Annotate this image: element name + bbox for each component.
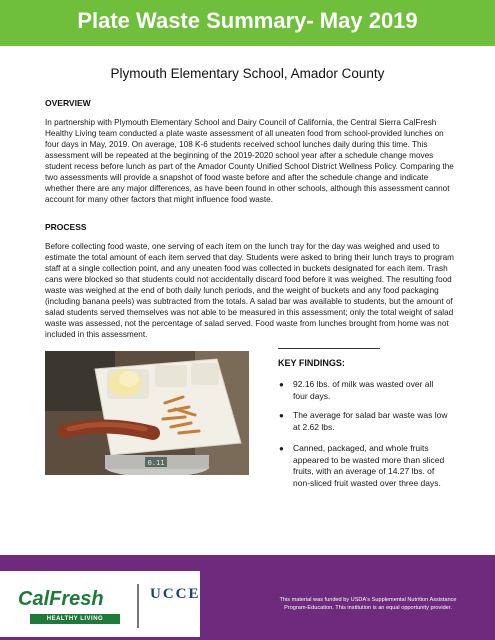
key-finding-text: Canned, packaged, and whole fruits appeared to be wasted more than sliced fruits, with an average of 14.27 lbs. of non-sliced fruit wasted over three days.	[293, 443, 445, 488]
lunch-tray-illustration	[45, 351, 249, 475]
key-finding-item	[279, 443, 449, 489]
ucce-logo: UCCE	[150, 586, 201, 602]
calfresh-logo: CalFresh	[18, 588, 104, 610]
overview-text: In partnership with Plymouth Elementary School and Dairy Council of California, the Central Sierra CalFresh Healthy Living team conducted a plate waste assessment of all uneaten food from school-provided lunches on four days in May, 2019. On average, 108 K-6 students received school lunches daily during this time. This assessment will be repeated at the beginning of the 2019-2020 school year after a schedule change moves student recess before lunch as part of the Amador County Unified School District Wellness Policy. Comparing the two assessments will provide a snapshot of food waste before and after the schedule change and indicate whether there are any major differences, as have been found in other schools, although this assessment cannot account for many other factors that might influence food waste.	[45, 118, 454, 204]
key-finding-item	[279, 410, 449, 433]
key-finding-text: The average for salad bar waste was low at 2.62 lbs.	[293, 410, 448, 432]
overview-heading: OVERVIEW	[45, 98, 91, 108]
key-findings-heading: KEY FINDINGS:	[278, 358, 345, 368]
logo-separator	[137, 584, 139, 628]
funding-statement	[268, 596, 468, 612]
process-text: Before collecting food waste, one serving of each item on the lunch tray for the day was weighed and used to estimate the total amount of each item served that day. Students were asked to bring their lunch trays to program staff at a single collection point, and any uneaten food was collected in buckets designated for each item. Trash cans were blocked so that students could not accidentally discard food before it was weighed. The resulting food waste was weighed at the end of both daily lunch periods, and the weight of buckets and any food packaging (including banana peels) was subtracted from the totals. A salad bar was available to students, but the amount of salad students served themselves was not able to be measured in this assessment; only the total weight of salad waste was assessed, not the percentage of salad served. Food waste from lunches brought from home was not included in this assessment.	[45, 242, 454, 339]
page-title: Plate Waste Summary- May 2019	[77, 8, 418, 33]
key-findings-divider	[278, 348, 380, 349]
lunch-tray-photo	[45, 351, 249, 475]
bullet-icon: ●	[279, 411, 284, 420]
process-heading: PROCESS	[45, 222, 87, 232]
page-subtitle: Plymouth Elementary School, Amador County	[110, 66, 385, 81]
key-finding-item	[279, 379, 449, 402]
scale-reading: 0.11	[147, 459, 165, 467]
bullet-icon: ●	[279, 380, 284, 389]
bullet-icon: ●	[279, 444, 284, 453]
funding-line: Program-Education. This institution is an equal opportunity provider.	[284, 605, 452, 611]
key-finding-text: 92.16 lbs. of milk was wasted over all four days.	[293, 379, 434, 401]
calfresh-tagline: HEALTHY LIVING	[30, 614, 120, 624]
funding-line: This material was funded by USDA's Supplemental Nutrition Assistance	[279, 597, 457, 603]
